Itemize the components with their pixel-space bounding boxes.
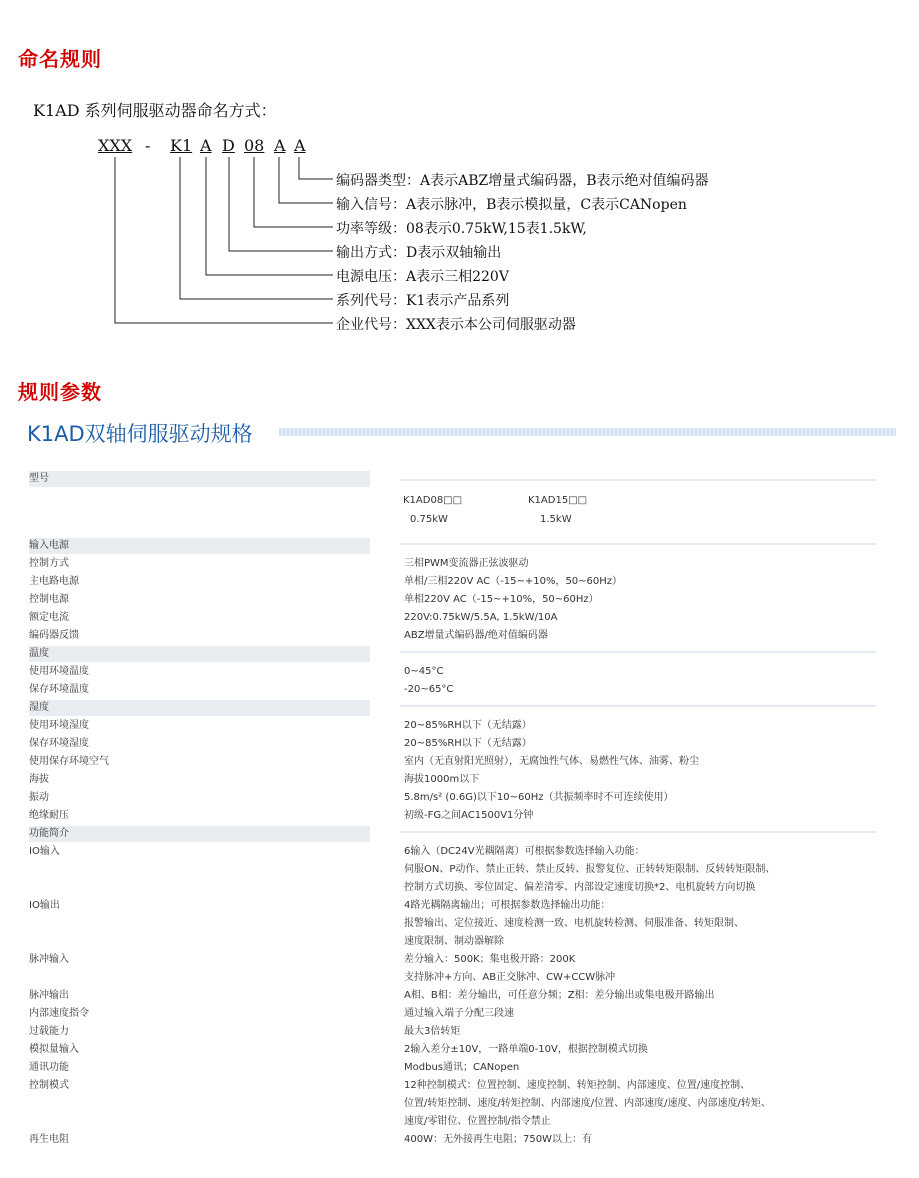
model-2-power: 1.5kW [540, 514, 572, 525]
spec-row-label: 脉冲输入 [29, 954, 69, 965]
spec-row-value: 初级-FG之间AC1500V1分钟 [404, 810, 534, 821]
spec-row-value: 差分输入：500K；集电极开路：200K [404, 954, 576, 965]
spec-row-label: 保存环境湿度 [29, 738, 89, 749]
spec-row-value: 支持脉冲+方向、AB正交脉冲、CW+CCW脉冲 [404, 972, 616, 983]
spec-row-value: 单相/三相220V AC（-15~+10%，50~60Hz） [404, 576, 623, 587]
naming-intro: K1AD 系列伺服驱动器命名方式： [33, 101, 277, 120]
code-dash: - [145, 136, 151, 155]
naming-item-output: 输出方式：D表示双轴输出 [336, 245, 502, 261]
spec-row-label: 保存环境温度 [29, 684, 89, 695]
spec-row-value: 海拔1000m以下 [404, 774, 480, 785]
spec-row-value: 2输入差分±10V，一路单端0-10V，根据控制模式切换 [404, 1044, 648, 1055]
spec-row-label: 使用保存环境空气 [29, 756, 109, 767]
spec-row-label: 控制电源 [29, 594, 69, 605]
naming-heading: 命名规则 [18, 47, 102, 71]
model-rule-top [400, 479, 876, 481]
spec-title: K1AD双轴伺服驱动规格 [27, 422, 253, 446]
spec-title-bar [279, 428, 896, 436]
spec-row-label: 控制方式 [29, 558, 69, 569]
spec-row-value: 5.8m/s² (0.6G)以下10~60Hz（共振频率时不可连续使用） [404, 792, 674, 803]
spec-row-value: 6输入（DC24V光耦隔离）可根据参数选择输入功能： [404, 846, 645, 857]
naming-item-voltage: 电源电压：A表示三相220V [336, 269, 509, 285]
spec-section-label: 湿度 [29, 700, 370, 716]
spec-row-value: 400W：无外接再生电阻；750W以上：有 [404, 1134, 592, 1145]
spec-divider [400, 831, 876, 833]
naming-item-input: 输入信号：A表示脉冲，B表示模拟量，C表示CANopen [336, 197, 687, 213]
spec-row-label: 编码器反馈 [29, 630, 79, 641]
spec-row-value: 控制方式切换、零位固定、偏差清零、内部设定速度切换*2、电机旋转方向切换 [404, 882, 756, 893]
model-1-power: 0.75kW [410, 514, 448, 525]
spec-row-value: A相、B相：差分输出，可任意分频；Z相：差分输出或集电极开路输出 [404, 990, 715, 1001]
spec-divider [400, 705, 876, 707]
spec-section-label: 输入电源 [29, 538, 370, 554]
spec-row-label: 内部速度指令 [29, 1008, 89, 1019]
spec-row-label: 再生电阻 [29, 1134, 69, 1145]
spec-row-value: 位置/转矩控制、速度/转矩控制、内部速度/位置、内部速度/速度、内部速度/转矩、 [404, 1098, 771, 1109]
spec-row-value: 4路光耦隔离输出；可根据参数选择输出功能： [404, 900, 611, 911]
params-heading: 规则参数 [18, 380, 102, 404]
model-label: 型号 [29, 471, 370, 487]
spec-row-value: ABZ增量式编码器/绝对值编码器 [404, 630, 548, 641]
code-a: A [200, 136, 212, 155]
model-2-name: K1AD15□□ [528, 495, 588, 506]
spec-row-label: 脉冲输出 [29, 990, 69, 1001]
model-1-name: K1AD08□□ [403, 495, 463, 506]
spec-divider [400, 543, 876, 545]
spec-row-label: 额定电流 [29, 612, 69, 623]
spec-row-value: 单相220V AC（-15~+10%，50~60Hz） [404, 594, 599, 605]
spec-row-value: 伺服ON、P动作、禁止正转、禁止反转、报警复位、正转转矩限制、反转转矩限制、 [404, 864, 776, 875]
code-d: D [222, 136, 235, 155]
spec-row-value: -20~65°C [404, 684, 454, 695]
spec-row-label: 使用环境温度 [29, 666, 89, 677]
spec-row-value: 速度限制、制动器解除 [404, 936, 504, 947]
spec-row-value: 20~85%RH以下（无结露） [404, 738, 532, 749]
code-a2: A [274, 136, 286, 155]
spec-row-label: IO输入 [29, 846, 60, 857]
spec-row-value: 220V:0.75kW/5.5A, 1.5kW/10A [404, 612, 558, 623]
spec-row-label: 绝缘耐压 [29, 810, 69, 821]
spec-row-value: 通过输入端子分配三段速 [404, 1008, 514, 1019]
spec-divider [400, 651, 876, 653]
spec-section-label: 温度 [29, 646, 370, 662]
naming-item-power: 功率等级：08表示0.75kW,15表1.5kW, [336, 221, 587, 237]
spec-row-value: 0~45°C [404, 666, 444, 677]
code-k1: K1 [170, 136, 193, 155]
spec-row-value: 速度/零钳位、位置控制/指令禁止 [404, 1116, 551, 1127]
spec-row-label: 海拔 [29, 774, 49, 785]
spec-row-label: 控制模式 [29, 1080, 69, 1091]
spec-row-value: 最大3倍转矩 [404, 1026, 461, 1037]
code-xxx: XXX [98, 136, 133, 155]
spec-row-label: 主电路电源 [29, 576, 79, 587]
naming-item-series: 系列代号：K1表示产品系列 [336, 293, 510, 309]
spec-row-value: 报警输出、定位接近、速度检测一致、电机旋转检测、伺服准备、转矩限制、 [404, 918, 744, 929]
spec-row-value: 室内（无直射阳光照射），无腐蚀性气体、易燃性气体、油雾、粉尘 [404, 756, 699, 767]
naming-item-company: 企业代号：XXX表示本公司伺服驱动器 [336, 317, 576, 333]
spec-row-label: 使用环境湿度 [29, 720, 89, 731]
spec-row-value: Modbus通讯；CANopen [404, 1062, 520, 1073]
spec-row-label: 过载能力 [29, 1026, 69, 1037]
spec-row-label: 振动 [29, 792, 49, 803]
spec-row-value: 20~85%RH以下（无结露） [404, 720, 532, 731]
spec-row-value: 12种控制模式：位置控制、速度控制、转矩控制、内部速度、位置/速度控制、 [404, 1080, 751, 1091]
spec-row-value: 三相PWM变流器正弦波驱动 [404, 558, 529, 569]
code-a3: A [294, 136, 306, 155]
spec-row-label: 模拟量输入 [29, 1044, 79, 1055]
naming-item-encoder: 编码器类型：A表示ABZ增量式编码器，B表示绝对值编码器 [336, 173, 709, 189]
spec-section-label: 功能简介 [29, 826, 370, 842]
spec-row-label: IO输出 [29, 900, 60, 911]
spec-row-label: 通讯功能 [29, 1062, 69, 1073]
code-08: 08 [244, 136, 265, 155]
